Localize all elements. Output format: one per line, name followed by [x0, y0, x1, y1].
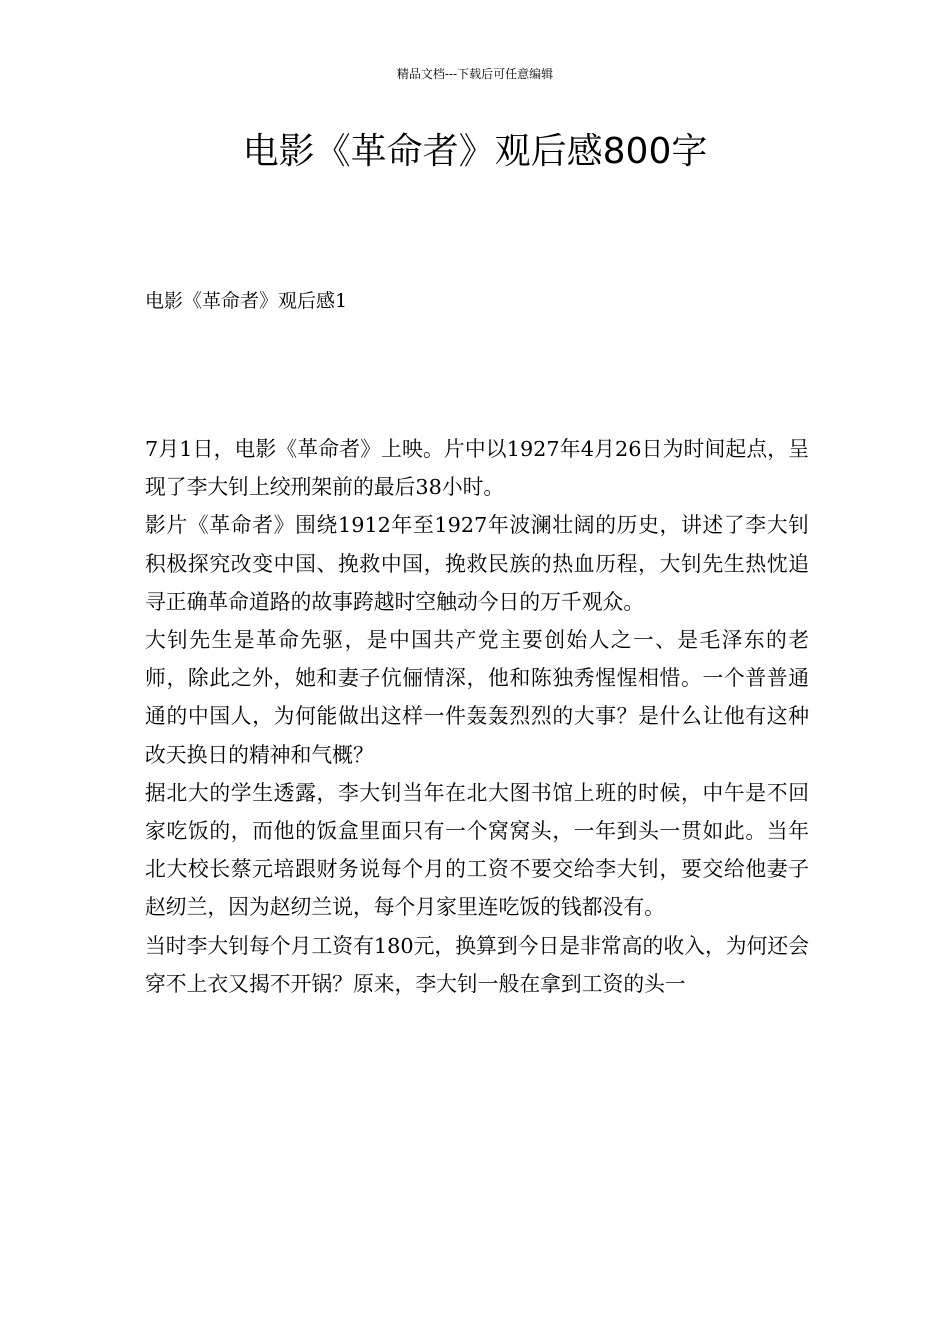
section-heading: 电影《革命者》观后感1: [145, 290, 348, 312]
paragraph: 当时李大钊每个月工资有180元，换算到今日是非常高的收入，为何还会穿不上衣又揭不开锅？原来，李大钊一般在拿到工资的头一: [145, 933, 809, 996]
document-title: 电影《革命者》观后感800字: [242, 131, 708, 172]
body-text: [145, 430, 809, 1003]
paragraph: 据北大的学生透露，李大钊当年在北大图书馆上班的时候，中午是不回家吃饭的，而他的饭盒里面只有一个窝窝头，一年到头一贯如此。当年北大校长蔡元培跟财务说每个月的工资不要交给李大钊，要交给他妻子赵纫兰，因为赵纫兰说，每个月家里连吃饭的钱都没有。: [145, 780, 809, 920]
header-note: 精品文档---下载后可任意编辑: [396, 67, 554, 81]
paragraph: 7月1日，电影《革命者》上映。片中以1927年4月26日为时间起点，呈现了李大钊上绞刑架前的最后38小时。: [145, 437, 809, 500]
paragraph: 影片《革命者》围绕1912年至1927年波澜壮阔的历史，讲述了李大钊积极探究改变中国、挽救中国，挽救民族的热血历程，大钊先生热忱追寻正确革命道路的故事跨越时空触动今日的万千观众。: [145, 513, 809, 614]
paragraph: 大钊先生是革命先驱，是中国共产党主要创始人之一、是毛泽东的老师，除此之外，她和妻子伉俪情深，他和陈独秀惺惺相惜。一个普普通通的中国人，为何能做出这样一件轰轰烈烈的大事？是什么让他有这种改天换日的精神和气概？: [145, 628, 809, 767]
